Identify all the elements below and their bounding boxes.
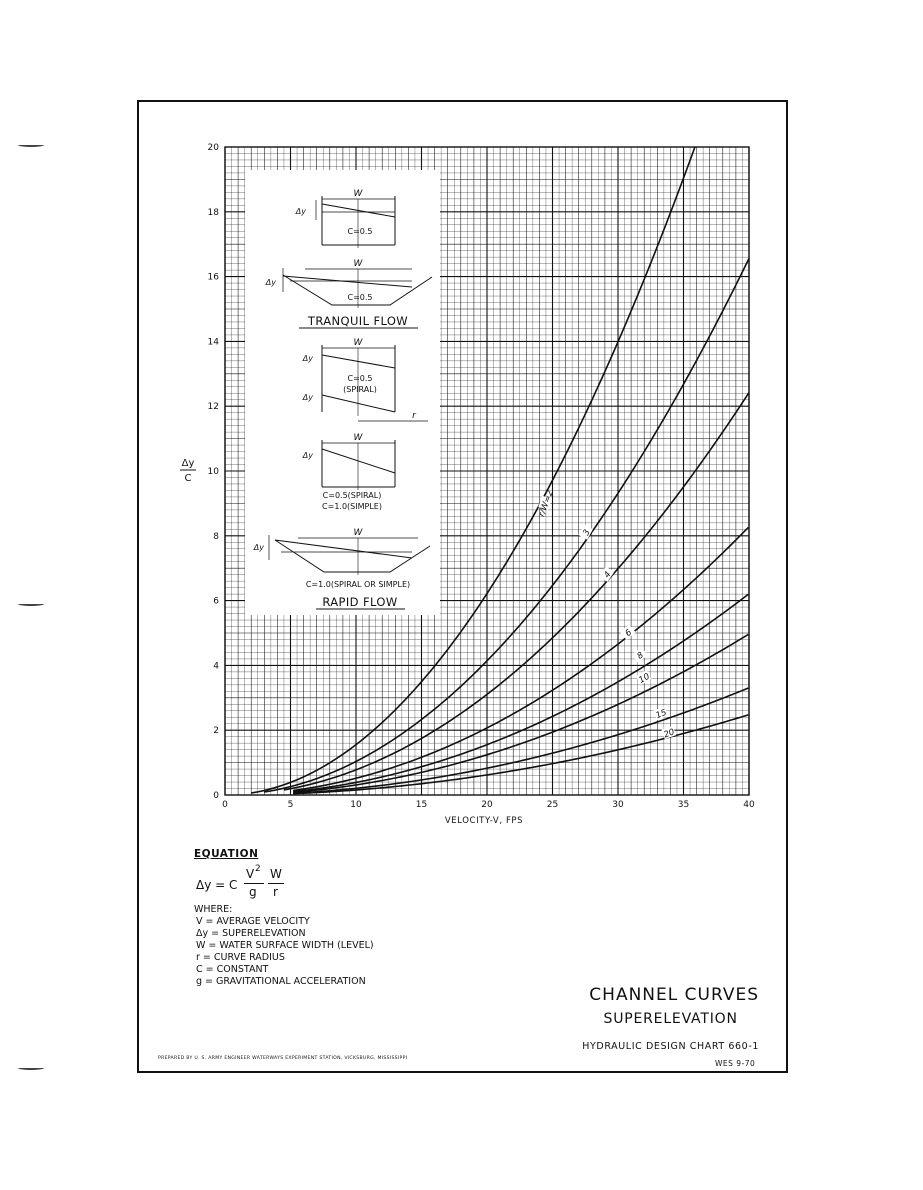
x-tick-label: 30 [612,800,624,810]
inset-diagrams-panel [245,170,440,615]
equation-formula [194,866,494,902]
x-axis-label: VELOCITY-V, FPS [444,816,524,826]
x-tick-label: 40 [743,800,755,810]
definition-item: V = AVERAGE VELOCITY [196,916,310,927]
equation-lhs: Δy = C [196,878,238,892]
y-tick-label: 18 [207,207,219,218]
x-tick-label: 5 [287,800,294,810]
y-tick-label: 2 [213,726,219,737]
y-tick-label: 6 [213,596,219,607]
y-tick-label: 0 [213,791,219,801]
x-tick-label: 35 [677,800,690,810]
equation-fraction-bar-2 [268,883,284,884]
curve-label-3: 3 [581,528,593,538]
definition-item: r = CURVE RADIUS [196,952,285,963]
curve-label-2: r/W=2 [537,489,556,519]
y-axis-label-top: Δy [181,458,195,469]
equation-block [194,848,494,988]
sub-title: SUPERELEVATION [603,1011,738,1027]
equation-fraction-bar-1 [244,883,264,884]
title-block [582,985,759,1052]
prepared-by-note: PREPARED BY U. S. ARMY ENGINEER WATERWAYS EXPERIMENT STATION, VICKSBURG, MISSISSIPPI [158,1056,408,1061]
x-tick-label: 25 [546,800,559,810]
y-tick-label: 12 [207,402,219,413]
equation-numerator-v: V [246,867,255,881]
inset-dy-label: Δy [265,278,276,287]
y-tick-label: 14 [207,337,219,348]
y-tick-label: 20 [207,143,219,153]
x-tick-label: 20 [481,800,493,810]
inset-dy-label: Δy [302,354,313,363]
rapid-flow-heading: RAPID FLOW [322,595,398,609]
inset-dy-label: Δy [253,543,264,552]
inset-spiral-label: C=0.5 [347,374,373,383]
definition-item: W = WATER SURFACE WIDTH (LEVEL) [196,940,374,951]
y-tick-label: 8 [213,531,219,542]
curve-label-10: 10 [637,671,652,686]
inset-both-label: C=1.0(SIMPLE) [322,502,382,511]
inset-w-label: W [353,338,363,348]
inset-dy-label: Δy [302,393,313,402]
revision-code: WES 9-70 [715,1059,756,1068]
equation-denominator-g: g [249,885,257,899]
curve-label-8: 8 [635,650,646,662]
inset-w-label: W [353,528,363,538]
definition-item: C = CONSTANT [196,964,269,975]
y-axis-label-bottom: C [184,473,192,484]
curve-label-4: 4 [602,569,614,581]
definition-item: Δy = SUPERELEVATION [196,928,306,939]
equation-heading: EQUATION [194,848,259,860]
y-tick-label: 4 [213,661,219,672]
inset-both-label: C=0.5(SPIRAL) [322,491,382,500]
inset-w-label: W [353,259,363,269]
tranquil-flow-heading: TRANQUIL FLOW [307,314,409,328]
definition-list [194,916,494,988]
inset-dy-label: Δy [295,207,306,216]
equation-numerator-w: W [270,867,282,881]
chart-number: HYDRAULIC DESIGN CHART 660-1 [582,1041,759,1052]
equation-denominator-r: r [273,885,278,899]
y-tick-label: 10 [207,467,219,477]
inset-w-label: W [353,189,363,199]
x-tick-label: 10 [350,800,362,810]
inset-c-label: C=0.5 [347,293,373,302]
definition-item: g = GRAVITATIONAL ACCELERATION [196,976,366,987]
inset-c-label: C=1.0(SPIRAL OR SIMPLE) [305,580,411,589]
curve-label-20: 20 [662,727,677,741]
curve-label-6: 6 [623,627,635,639]
inset-spiral-label: (SPIRAL) [343,385,377,394]
x-tick-label: 0 [222,800,228,810]
y-tick-label: 16 [207,272,219,283]
inset-c-label: C=0.5 [347,227,373,236]
x-tick-label: 15 [415,800,428,810]
inset-w-label: W [353,433,363,443]
curve-label-15: 15 [654,707,669,722]
inset-r-label: r [412,411,416,421]
equation-exponent: 2 [255,864,261,874]
where-label: WHERE: [194,904,233,915]
main-title: CHANNEL CURVES [589,985,759,1005]
inset-dy-label: Δy [302,451,313,460]
